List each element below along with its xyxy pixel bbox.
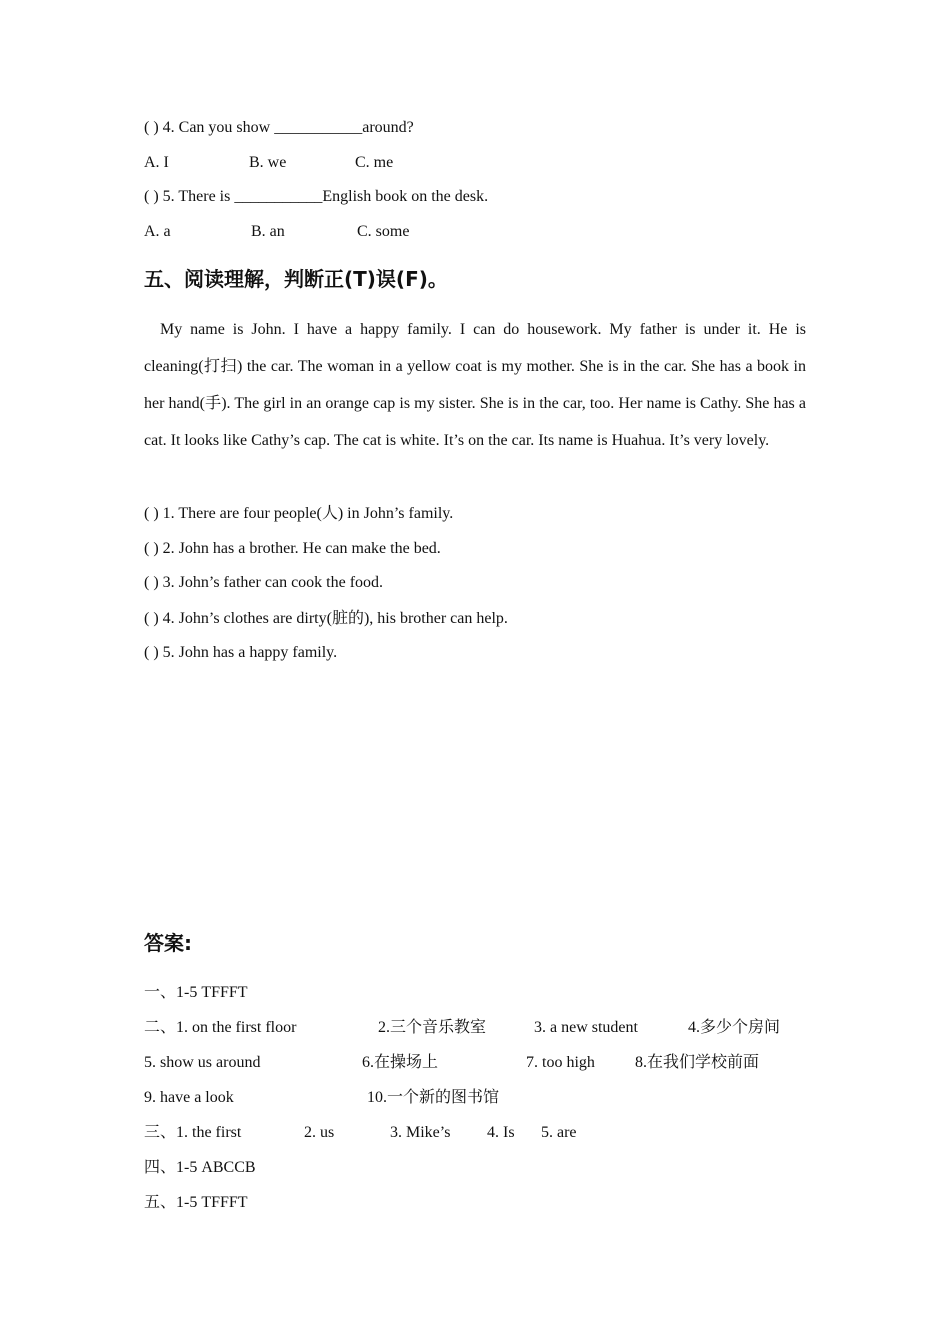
- answer-part-2-row-3: [144, 1088, 499, 1108]
- answer-part-2-row-2: [144, 1053, 759, 1073]
- answer-item: 5. show us around: [144, 1054, 261, 1071]
- section-5-heading: 五、阅读理解，判断正(T)误(F)。: [144, 267, 448, 291]
- option-b: B. an: [251, 223, 285, 240]
- answer-item: 3. Mike’s: [390, 1124, 451, 1141]
- answer-item: 10.一个新的图书馆: [367, 1089, 500, 1106]
- answer-item: 2. us: [304, 1124, 335, 1141]
- question-5: ( ) 5. There is ___________English book on the desk.: [144, 188, 489, 205]
- answers-heading: 答案:: [144, 931, 192, 955]
- answer-part-3: [144, 1123, 577, 1143]
- answer-item: 二、1. on the first floor: [144, 1019, 297, 1036]
- question-5-options: [144, 222, 409, 242]
- option-a: A. I: [144, 154, 169, 171]
- answer-item: 三、1. the first: [144, 1124, 242, 1141]
- answer-item: 2.三个音乐教室: [378, 1019, 487, 1036]
- answer-item: 6.在操场上: [362, 1054, 439, 1071]
- option-a: A. a: [144, 223, 171, 240]
- answer-part-1: 一、1-5 TFFFT: [144, 984, 248, 1001]
- answer-item: 8.在我们学校前面: [635, 1054, 760, 1071]
- answer-part-2-row-1: [144, 1018, 780, 1038]
- answer-item: 3. a new student: [534, 1019, 638, 1036]
- answer-part-5: 五、1-5 TFFFT: [144, 1194, 248, 1211]
- question-4-options: [144, 153, 393, 173]
- tf-question-4: ( ) 4. John’s clothes are dirty(脏的), his brother can help.: [144, 610, 508, 627]
- question-4: ( ) 4. Can you show ___________around?: [144, 119, 414, 136]
- tf-question-1: ( ) 1. There are four people(人) in John’s family.: [144, 505, 454, 522]
- answer-item: 5. are: [541, 1124, 577, 1141]
- answer-item: 4. Is: [487, 1124, 515, 1141]
- reading-passage: My name is John. I have a happy family. I can do housework. My father is under it. He is cleaning(打扫) the car. The woman in a yellow coat is my mother. She is in the car. She has a book in her hand(手). The girl in an orange cap is my sister. She is in the car, too. Her name is Cathy. She has a cat. It looks like Cathy’s cap. The cat is white. It’s on the car. Its name is Huahua. It’s very lovely.: [144, 321, 806, 449]
- tf-question-5: ( ) 5. John has a happy family.: [144, 644, 338, 661]
- answer-item: 4.多少个房间: [688, 1019, 781, 1036]
- answer-item: 9. have a look: [144, 1089, 234, 1106]
- tf-question-3: ( ) 3. John’s father can cook the food.: [144, 574, 384, 591]
- tf-question-2: ( ) 2. John has a brother. He can make the bed.: [144, 540, 441, 557]
- answer-item: 7. too high: [526, 1054, 595, 1071]
- option-c: C. me: [355, 154, 394, 171]
- answer-part-4: 四、1-5 ABCCB: [144, 1159, 256, 1176]
- option-c: C. some: [357, 223, 410, 240]
- option-b: B. we: [249, 154, 287, 171]
